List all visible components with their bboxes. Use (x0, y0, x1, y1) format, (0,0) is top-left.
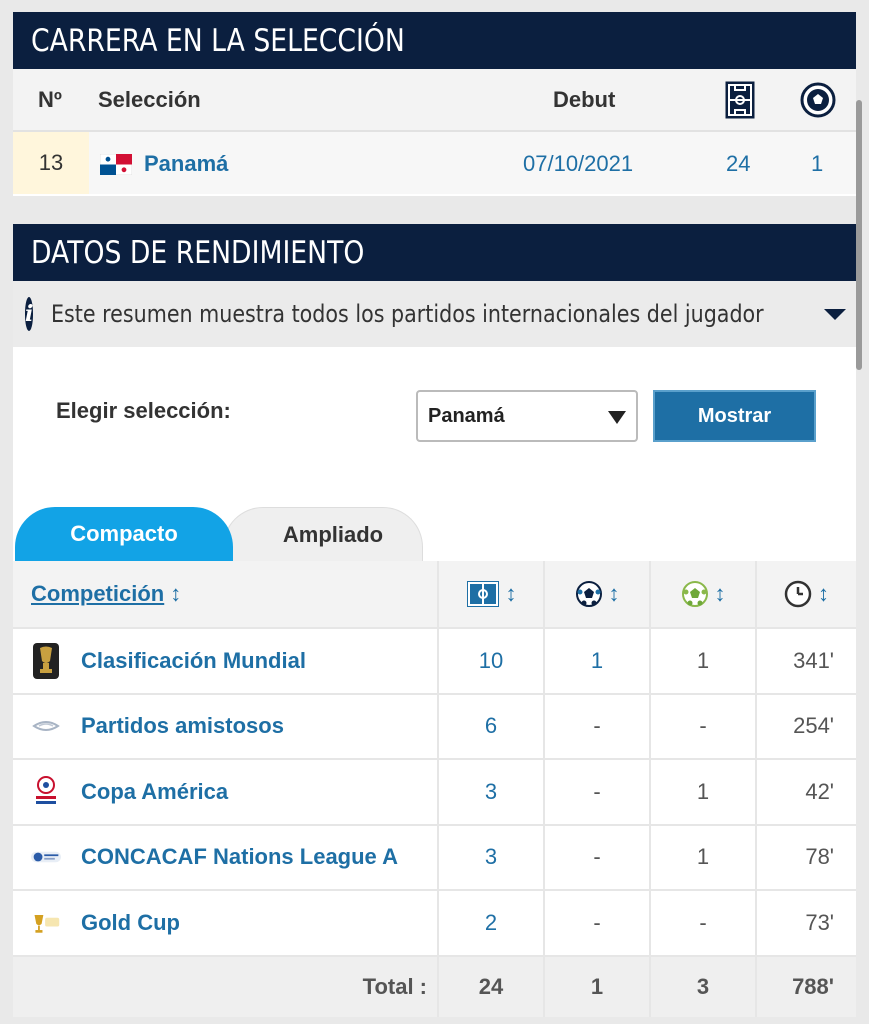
table-total-row (13, 957, 856, 1017)
team-select[interactable] (416, 390, 638, 442)
assists-cell: - (649, 891, 755, 955)
assist-ball-icon (681, 580, 709, 608)
world-cup-trophy-icon (31, 644, 61, 678)
competition-link[interactable]: Clasificación Mundial (81, 647, 306, 673)
apps-cell[interactable]: 3 (437, 760, 543, 824)
col-assists[interactable] (649, 561, 755, 627)
minutes-cell: 78' (755, 826, 856, 890)
col-apps[interactable] (437, 561, 543, 627)
sort-icon[interactable]: ↕ (505, 581, 517, 606)
nations-league-logo-icon (31, 840, 61, 874)
table-row (13, 695, 856, 761)
ball-icon (800, 82, 836, 124)
tab-extended[interactable]: Ampliado (223, 507, 423, 561)
scrollbar[interactable] (856, 100, 862, 370)
expand-triangle-icon[interactable] (824, 309, 846, 320)
gold-cup-logo-icon (31, 906, 61, 940)
tab-compact[interactable]: Compacto (15, 507, 233, 561)
col-minutes[interactable] (755, 561, 856, 627)
table-row (13, 629, 856, 695)
info-icon: i (25, 297, 33, 331)
stats-panel (13, 224, 856, 1016)
sort-icon[interactable]: ↕ (170, 581, 182, 606)
show-button[interactable]: Mostrar (653, 390, 816, 442)
goals-cell: - (543, 695, 649, 759)
team-select-value: Panamá (428, 404, 505, 427)
apps-cell[interactable]: 3 (437, 826, 543, 890)
career-goals[interactable]: 1 (811, 151, 824, 176)
table-row (13, 826, 856, 892)
col-competition[interactable] (13, 561, 437, 627)
info-bar[interactable] (13, 281, 856, 347)
competition-link[interactable]: Partidos amistosos (81, 713, 284, 739)
goals-cell: - (543, 826, 649, 890)
col-goals[interactable] (543, 561, 649, 627)
stats-table-header (13, 561, 856, 629)
apps-cell[interactable]: 6 (437, 695, 543, 759)
panama-flag-icon (100, 154, 132, 181)
sort-icon[interactable]: ↕ (714, 581, 726, 606)
pitch-icon (725, 81, 755, 125)
career-team-link[interactable]: Panamá (144, 151, 229, 176)
col-team: Selección (98, 87, 201, 112)
stats-title: DATOS DE RENDIMIENTO (13, 224, 856, 281)
stats-table (13, 561, 856, 1017)
competition-cell (13, 891, 437, 955)
competition-cell (13, 760, 437, 824)
sort-icon[interactable]: ↕ (818, 581, 829, 606)
career-row (13, 132, 856, 194)
assists-cell: - (649, 695, 755, 759)
minutes-cell: 254' (755, 695, 856, 759)
info-text: Este resumen muestra todos los partidos internacionales del jugador (51, 300, 765, 328)
pitch-icon (466, 580, 500, 608)
friendlies-logo-icon (31, 709, 61, 743)
goals-cell: - (543, 760, 649, 824)
assists-cell: 1 (649, 826, 755, 890)
competition-cell (13, 629, 437, 693)
competition-link[interactable]: Copa América (81, 778, 229, 804)
apps-cell[interactable]: 10 (437, 629, 543, 693)
career-title: CARRERA EN LA SELECCIÓN (13, 12, 856, 69)
table-row (13, 760, 856, 826)
table-row (13, 891, 856, 957)
assists-cell: 1 (649, 760, 755, 824)
ball-icon (575, 580, 603, 608)
minutes-cell: 73' (755, 891, 856, 955)
total-apps: 24 (437, 957, 543, 1017)
caret-down-icon (608, 411, 626, 424)
copa-america-logo-icon (31, 775, 61, 809)
competition-cell (13, 826, 437, 890)
select-team-label: Elegir selección: (56, 398, 231, 423)
minutes-cell: 341' (755, 629, 856, 693)
clock-icon (784, 580, 812, 608)
col-number: Nº (38, 87, 62, 112)
assists-cell: 1 (649, 629, 755, 693)
competition-link[interactable]: Gold Cup (81, 909, 180, 935)
competition-cell (13, 695, 437, 759)
total-assists: 3 (649, 957, 755, 1017)
goals-cell[interactable]: 1 (543, 629, 649, 693)
total-minutes: 788' (755, 957, 856, 1017)
total-label: Total : (362, 973, 427, 999)
competition-sort-link[interactable]: Competición (31, 581, 165, 606)
total-goals: 1 (543, 957, 649, 1017)
sort-icon[interactable]: ↕ (608, 581, 620, 606)
career-apps[interactable]: 24 (726, 151, 751, 176)
career-row-number: 13 (13, 132, 89, 194)
career-debut-link[interactable]: 07/10/2021 (523, 151, 634, 176)
career-table-header (13, 69, 856, 132)
competition-link[interactable]: CONCACAF Nations League A (81, 844, 398, 870)
career-panel (13, 12, 856, 196)
col-debut: Debut (553, 87, 616, 112)
minutes-cell: 42' (755, 760, 856, 824)
goals-cell: - (543, 891, 649, 955)
apps-cell[interactable]: 2 (437, 891, 543, 955)
